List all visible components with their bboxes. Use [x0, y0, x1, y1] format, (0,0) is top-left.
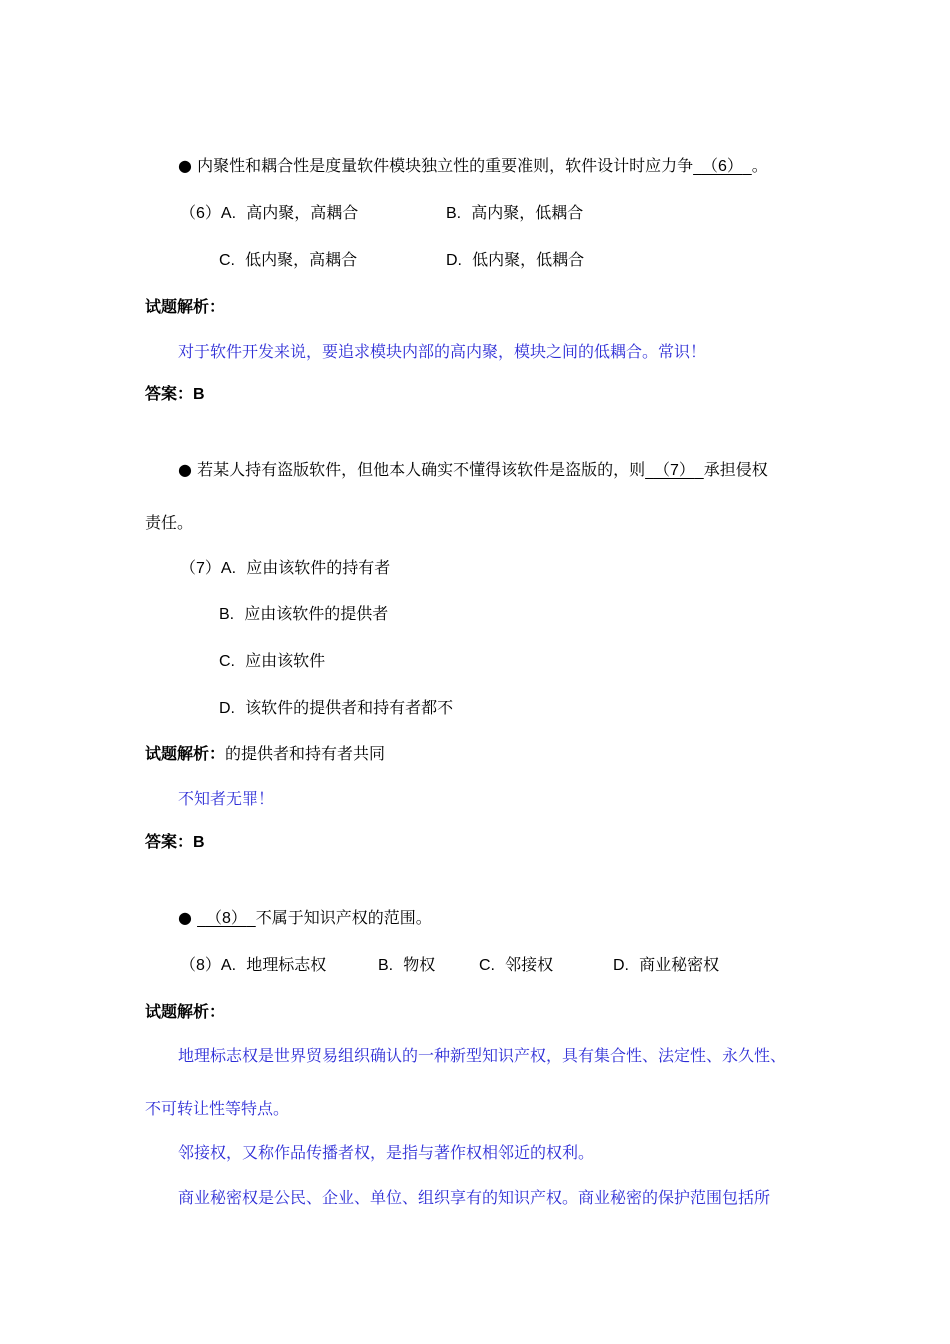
q7-option-b: B. 应由该软件的提供者	[219, 604, 389, 623]
q6-stem-text: 内聚性和耦合性是度量软件模块独立性的重要准则，软件设计时应力争	[197, 156, 694, 175]
q6-option-c: C. 低内聚，高耦合	[219, 250, 358, 269]
q7-stem-end: 承担侵权	[703, 460, 768, 479]
q8-analysis-p2: 邻接权，又称作品传播者权，是指与著作权相邻近的权利。	[178, 1143, 595, 1162]
q8-blank: （8）	[205, 910, 247, 927]
q8-stem-text: 不属于知识产权的范围。	[255, 908, 432, 927]
q7-analysis-row	[145, 744, 385, 764]
q8-option-d: D. 商业秘密权	[613, 955, 720, 974]
q7-number: （7）	[180, 560, 221, 577]
q7-stem	[178, 460, 768, 481]
q6-analysis-text: 对于软件开发来说，要追求模块内部的高内聚，模块之间的低耦合。常识！	[178, 342, 707, 361]
q8-option-a: （8）A. 地理标志权	[180, 955, 327, 974]
q8-analysis-label: 试题解析：	[145, 1002, 226, 1021]
q7-answer: 答案：B	[145, 834, 205, 851]
q8-stem	[178, 908, 432, 929]
q6-analysis-label: 试题解析：	[145, 297, 226, 316]
q8-number: （8）	[180, 957, 221, 974]
q6-option-a: （6）A. 高内聚，高耦合	[180, 203, 359, 222]
q6-stem	[178, 156, 768, 177]
q8-analysis-p1-line2: 不可转让性等特点。	[145, 1099, 290, 1118]
q6-answer: 答案：B	[145, 386, 205, 403]
q7-analysis-text: 不知者无罪！	[178, 789, 275, 808]
q7-option-c: C. 应由该软件	[219, 651, 326, 670]
q7-stem-text: 若某人持有盗版软件，但他本人确实不懂得该软件是盗版的，则	[197, 460, 646, 479]
q8-option-c: C. 邻接权	[479, 955, 554, 974]
q7-option-d: D. 该软件的提供者和持有者都不	[219, 698, 454, 717]
bullet-icon: ●	[178, 460, 192, 479]
q6-option-d: D. 低内聚，低耦合	[446, 250, 585, 269]
q7-stem-line2: 责任。	[145, 513, 194, 532]
q6-option-b: B. 高内聚，低耦合	[446, 203, 584, 222]
q7-blank: （7）	[653, 462, 695, 479]
bullet-icon: ●	[178, 908, 192, 927]
bullet-icon: ●	[178, 156, 192, 175]
q8-analysis-p3: 商业秘密权是公民、企业、单位、组织享有的知识产权。商业秘密的保护范围包括所	[178, 1188, 771, 1207]
q8-analysis-p1-line1: 地理标志权是世界贸易组织确认的一种新型知识产权，具有集合性、法定性、永久性、	[178, 1046, 787, 1065]
q6-number: （6）	[180, 205, 221, 222]
q8-option-b: B. 物权	[378, 955, 436, 974]
q6-stem-end: 。	[751, 156, 768, 175]
q6-blank: （6）	[701, 158, 743, 175]
q7-analysis-inline: 的提供者和持有者共同	[225, 744, 386, 763]
q7-option-a: （7）A. 应由该软件的持有者	[180, 558, 391, 577]
q7-analysis-label: 试题解析：	[145, 744, 226, 763]
